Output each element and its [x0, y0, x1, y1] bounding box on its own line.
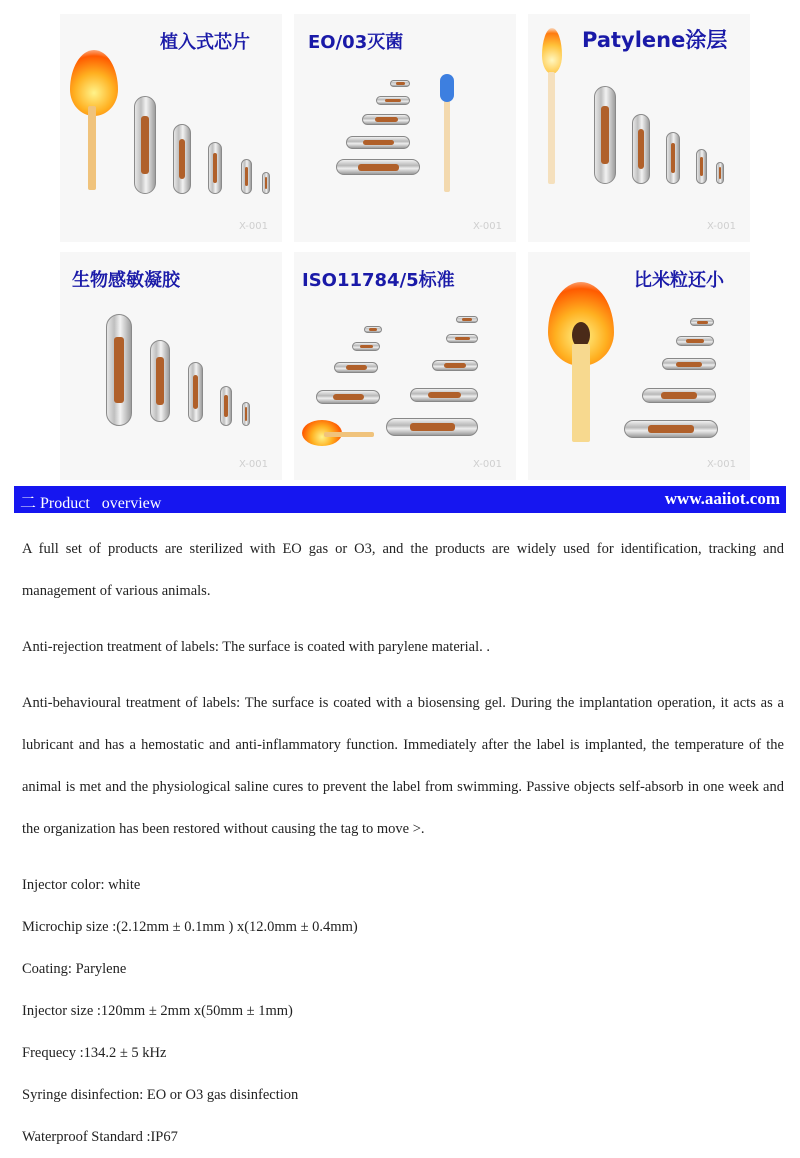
chip-glass-tag	[241, 159, 252, 194]
section-header-banner	[14, 486, 786, 513]
chip-glass-tag	[346, 136, 410, 149]
product-image-grid	[60, 14, 750, 480]
watermark: X-001	[238, 459, 268, 470]
chip-glass-tag	[376, 96, 410, 105]
match-icon	[324, 432, 374, 437]
caption-eo-sterilization: EO/03灭菌	[308, 32, 404, 53]
chip-glass-tag	[624, 420, 718, 438]
chip-glass-tag	[316, 390, 380, 404]
paragraph: A full set of products are sterilized with EO gas or O3, and the products are widely used for identification, tracking and management of various animals.	[22, 541, 784, 599]
chip-glass-tag	[390, 80, 410, 87]
chip-glass-tag	[676, 336, 714, 346]
watermark: X-001	[472, 221, 502, 232]
image-eo-sterilization	[294, 14, 516, 242]
caption-bio-gel: 生物感敏凝胶	[72, 270, 180, 291]
watermark: X-001	[706, 459, 736, 470]
watermark: X-001	[238, 221, 268, 232]
chip-glass-tag	[334, 362, 378, 373]
paragraph: Anti-rejection treatment of labels: The surface is coated with parylene material. .	[22, 639, 490, 655]
product-overview-text	[22, 528, 784, 1158]
chip-glass-tag	[386, 418, 478, 436]
chip-glass-tag	[220, 386, 232, 426]
chip-glass-tag	[594, 86, 616, 184]
chip-glass-tag	[188, 362, 203, 422]
image-parylene-coating	[528, 14, 750, 242]
swab-tip-icon	[440, 74, 454, 102]
flame-icon	[542, 28, 562, 74]
chip-glass-tag	[690, 318, 714, 326]
chip-glass-tag	[642, 388, 716, 403]
chip-glass-tag	[364, 326, 382, 333]
match-icon	[572, 344, 590, 442]
image-bio-gel	[60, 252, 282, 480]
chip-glass-tag	[446, 334, 478, 343]
spec-injector-color: Injector color: white	[22, 877, 141, 893]
chip-glass-tag	[336, 159, 420, 175]
chip-glass-tag	[106, 314, 132, 426]
spec-waterproof: Waterproof Standard :IP67	[22, 1129, 178, 1145]
spec-microchip-size: Microchip size :(2.12mm ± 0.1mm ) x(12.0mm ± 0.4mm)	[22, 919, 358, 935]
image-smaller-than-rice	[528, 252, 750, 480]
chip-glass-tag	[208, 142, 222, 194]
chip-glass-tag	[696, 149, 707, 184]
chip-glass-tag	[410, 388, 478, 402]
chip-glass-tag	[662, 358, 716, 370]
caption-implantable-chip: 植入式芯片	[160, 32, 250, 53]
spec-coating: Coating: Parylene	[22, 961, 127, 977]
chip-glass-tag	[352, 342, 380, 351]
match-icon	[548, 72, 555, 184]
chip-glass-tag	[666, 132, 680, 184]
chip-glass-tag	[242, 402, 250, 426]
paragraph: Anti-behavioural treatment of labels: The surface is coated with a biosensing gel. During the implantation operation, it acts as a lubricant and has a hemostatic and anti-inflammatory function. Immediately after the label is implanted, the temperature of the animal is met and the physiological saline cures to prevent the label from swimming. Passive objects self-absorb in one week and the organization has been restored without causing the tag to move >.	[22, 695, 784, 837]
chip-glass-tag	[150, 340, 170, 422]
chip-glass-tag	[432, 360, 478, 371]
caption-smaller-than-rice: 比米粒还小	[634, 270, 724, 291]
chip-glass-tag	[362, 114, 410, 125]
spec-frequency: Frequecy :134.2 ± 5 kHz	[22, 1045, 167, 1061]
image-iso-standard	[294, 252, 516, 480]
caption-parylene-coating: Patylene涂层	[582, 28, 728, 52]
section-title: 二 Product overview	[20, 495, 162, 512]
image-implantable-chip	[60, 14, 282, 242]
swab-icon	[444, 92, 450, 192]
chip-glass-tag	[716, 162, 724, 184]
chip-glass-tag	[632, 114, 650, 184]
caption-iso-standard: ISO11784/5标准	[302, 270, 455, 291]
spec-injector-size: Injector size :120mm ± 2mm x(50mm ± 1mm)	[22, 1003, 293, 1019]
chip-glass-tag	[173, 124, 191, 194]
match-icon	[88, 106, 96, 190]
site-url[interactable]: www.aaiiot.com	[664, 489, 780, 508]
chip-glass-tag	[262, 172, 270, 194]
spec-syringe-disinfection: Syringe disinfection: EO or O3 gas disinfection	[22, 1087, 299, 1103]
chip-glass-tag	[134, 96, 156, 194]
watermark: X-001	[472, 459, 502, 470]
watermark: X-001	[706, 221, 736, 232]
chip-glass-tag	[456, 316, 478, 323]
